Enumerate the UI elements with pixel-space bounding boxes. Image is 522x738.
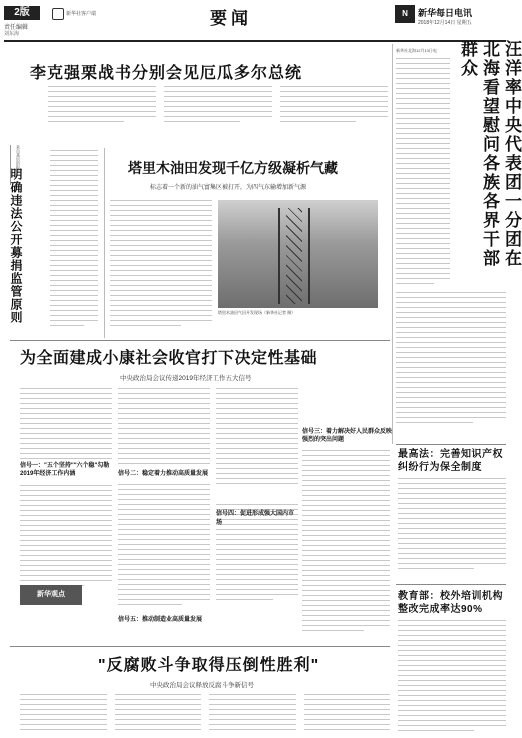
headline-education: 教育部：校外培训机构整改完成率达90% [398,591,503,615]
signal-three-heading: 信号三：着力解决好人民群众反映强烈的突出问题 [302,429,393,443]
signal-four-heading: 信号四：促进形成强大国内市场 [216,511,295,526]
brand-logo-icon: N [395,5,415,23]
section-title: 要闻 [210,9,252,29]
masthead [0,0,510,46]
signal-one-heading: 信号一："五个坚持""六个稳"勾勒2019年经济工作内涵 [20,463,110,477]
column-divider [104,148,105,338]
headline-xinjiang: 汪洋率中央代表团一分团在北海看望慰问各族各界干部群众 [457,40,521,268]
newspaper-name: 新华每日电讯 [418,8,473,18]
page-number-badge: 2版 [4,6,40,20]
section-divider [396,584,506,585]
article-body-economy-col2 [118,388,210,648]
article-body-economy-col4 [302,450,390,640]
article-body-economy-col1 [20,388,112,578]
editor-name: 刘东海 [4,31,20,37]
issue-date: 2018年12月14日 星期五 [418,20,472,26]
dateline-xinjiang: 新华社北海12月13日电 [396,48,437,53]
photo-caption: 塔里木油田气田开发现场（新华社记者 摄） [218,310,296,315]
sidebar-headline: 明确违法公开募捐监管原则 [9,168,23,324]
xinhua-app-icon [52,8,64,20]
sidebar-subtitle: 来自基层的报告 [16,145,21,173]
headline-economy: 为全面建成小康社会收官打下决定性基础 [20,350,318,367]
article-body-xinjiang [396,58,450,288]
app-label: 新华社客户端 [66,11,97,17]
article-body-xinjiang-continued [396,292,506,432]
section-label: 责任编辑 [4,25,29,31]
headline-tarim: 塔里木油田发现千亿方级凝析气藏 [128,160,338,176]
subheadline-anti-corruption: 中央政治局会议释放反腐斗争新信号 [150,682,254,689]
headline-li-keqiang: 李克强栗战书分别会见厄瓜多尔总统 [30,65,303,82]
subheadline-economy: 中央政治局会议传递2019年经济工作五大信号 [120,375,252,382]
masthead-divider [4,40,506,42]
article-body-tarim [110,200,212,340]
sidebar-body [50,150,98,340]
subheadline-tarim: 标志着一个新的油气富集区被打开，为四气东输增加新气源 [150,185,307,191]
headline-anti-corruption: "反腐败斗争取得压倒性胜利" [98,657,320,674]
article-body-anti-corruption [20,694,390,734]
article-body-education [398,620,506,734]
column-divider [392,44,393,444]
article-body-supreme-court [398,478,506,578]
section-divider [10,646,390,647]
signal-two-heading: 信号二：稳定着力推动高质量发展 [118,471,209,477]
section-divider [10,340,390,341]
xinhua-viewpoint-badge: 新华观点 [20,585,82,605]
article-body-li-keqiang [48,86,388,146]
headline-supreme-court: 最高法：完善知识产权纠纷行为保全制度 [398,449,503,473]
section-divider [396,444,506,445]
signal-five-heading: 信号五：推动制造业高质量发展 [118,617,203,623]
oilfield-photo [218,200,378,308]
drilling-rig-image [278,208,310,304]
